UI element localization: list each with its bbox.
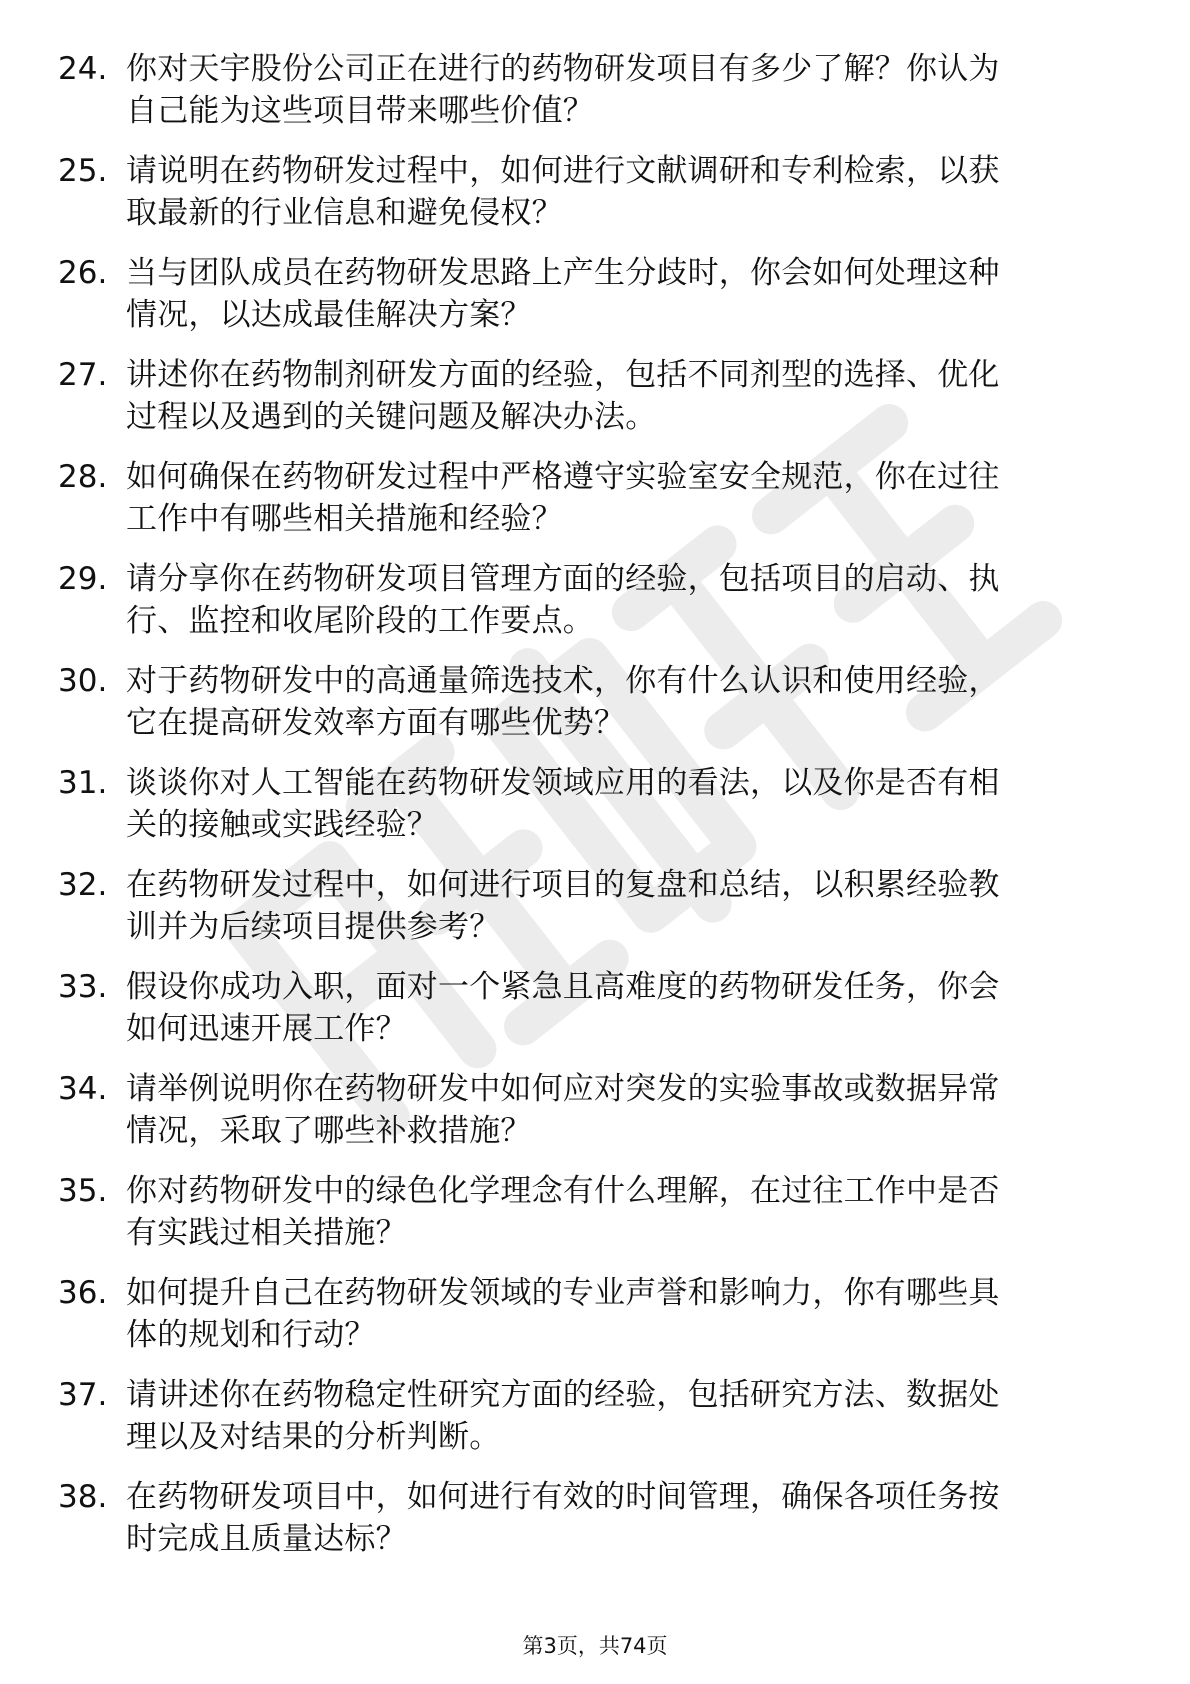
question-number: 34. (58, 1071, 108, 1107)
question-number: 38. (58, 1479, 108, 1515)
question-text-line: 如何确保在药物研发过程中严格遵守实验室安全规范，你在过往 (126, 459, 1000, 495)
question-number: 35. (58, 1173, 108, 1209)
question-text-line: 自己能为这些项目带来哪些价值？ (126, 93, 594, 129)
question-number: 24. (58, 51, 108, 87)
question-item (0, 864, 1190, 966)
question-text-line: 关的接触或实践经验？ (126, 807, 438, 843)
page-number-label: 第3页，共74页 (522, 1634, 668, 1658)
question-item (0, 48, 1190, 150)
question-text-line: 在药物研发项目中，如何进行有效的时间管理，确保各项任务按 (126, 1479, 1000, 1515)
question-item (0, 1068, 1190, 1170)
question-text-line: 取最新的行业信息和避免侵权？ (126, 195, 563, 231)
question-item (0, 966, 1190, 1068)
question-text-line: 假设你成功入职，面对一个紧急且高难度的药物研发任务，你会 (126, 969, 1000, 1005)
question-item (0, 456, 1190, 558)
question-text-line: 工作中有哪些相关措施和经验？ (126, 501, 563, 537)
question-number: 37. (58, 1377, 108, 1413)
question-text-line: 谈谈你对人工智能在药物研发领域应用的看法，以及你是否有相 (126, 765, 1000, 801)
question-number: 33. (58, 969, 108, 1005)
question-text-line: 情况，以达成最佳解决方案？ (126, 297, 532, 333)
question-number: 25. (58, 153, 108, 189)
question-text-line: 你对天宇股份公司正在进行的药物研发项目有多少了解？你认为 (126, 51, 1000, 87)
question-number: 27. (58, 357, 108, 393)
question-text-line: 过程以及遇到的关键问题及解决办法。 (126, 399, 657, 435)
question-text-line: 请说明在药物研发过程中，如何进行文献调研和专利检索，以获 (126, 153, 1000, 189)
question-text-line: 理以及对结果的分析判断。 (126, 1419, 501, 1455)
question-text-line: 它在提高研发效率方面有哪些优势？ (126, 705, 626, 741)
question-list (0, 48, 1190, 1578)
question-text-line: 请分享你在药物研发项目管理方面的经验，包括项目的启动、执 (126, 561, 1000, 597)
question-number: 28. (58, 459, 108, 495)
question-number: 30. (58, 663, 108, 699)
question-item (0, 1272, 1190, 1374)
question-text-line: 你对药物研发中的绿色化学理念有什么理解，在过往工作中是否 (126, 1173, 1000, 1209)
question-item (0, 1476, 1190, 1578)
question-number: 31. (58, 765, 108, 801)
question-text-line: 在药物研发过程中，如何进行项目的复盘和总结，以积累经验教 (126, 867, 1000, 903)
question-text-line: 对于药物研发中的高通量筛选技术，你有什么认识和使用经验， (126, 663, 1000, 699)
question-number: 36. (58, 1275, 108, 1311)
question-item (0, 1170, 1190, 1272)
question-text-line: 训并为后续项目提供参考？ (126, 909, 501, 945)
question-item (0, 660, 1190, 762)
question-number: 29. (58, 561, 108, 597)
question-text-line: 行、监控和收尾阶段的工作要点。 (126, 603, 594, 639)
question-item (0, 762, 1190, 864)
question-item (0, 1374, 1190, 1476)
question-text-line: 请讲述你在药物稳定性研究方面的经验，包括研究方法、数据处 (126, 1377, 1000, 1413)
question-item (0, 354, 1190, 456)
question-number: 32. (58, 867, 108, 903)
question-text-line: 讲述你在药物制剂研发方面的经验，包括不同剂型的选择、优化 (126, 357, 1000, 393)
question-item (0, 252, 1190, 354)
page-footer (0, 1632, 1190, 1660)
question-text-line: 如何提升自己在药物研发领域的专业声誉和影响力，你有哪些具 (126, 1275, 1000, 1311)
question-number: 26. (58, 255, 108, 291)
question-text-line: 情况，采取了哪些补救措施？ (126, 1113, 532, 1149)
question-text-line: 如何迅速开展工作？ (126, 1011, 407, 1047)
question-text-line: 请举例说明你在药物研发中如何应对突发的实验事故或数据异常 (126, 1071, 1000, 1107)
question-item (0, 150, 1190, 252)
question-text-line: 当与团队成员在药物研发思路上产生分歧时，你会如何处理这种 (126, 255, 1000, 291)
question-item (0, 558, 1190, 660)
question-text-line: 时完成且质量达标？ (126, 1521, 407, 1557)
question-text-line: 体的规划和行动？ (126, 1317, 376, 1353)
question-text-line: 有实践过相关措施？ (126, 1215, 407, 1251)
